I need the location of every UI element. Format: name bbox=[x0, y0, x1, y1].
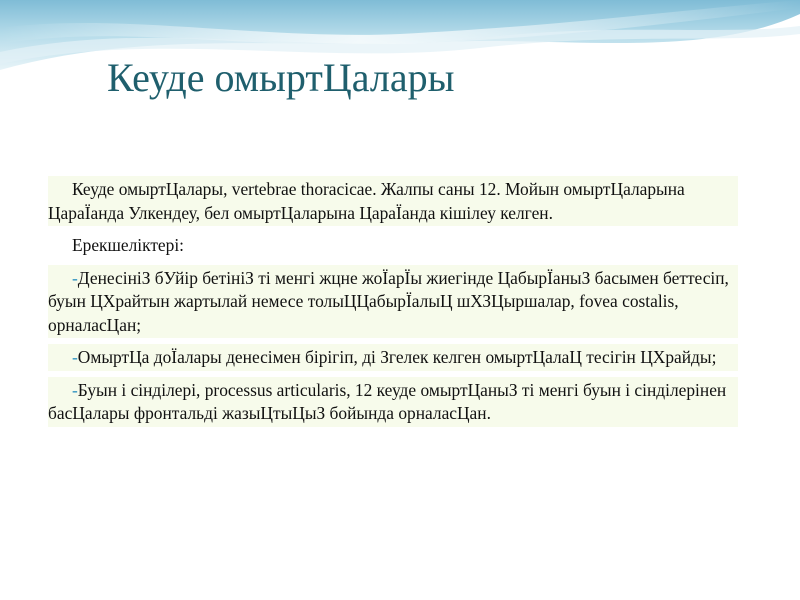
paragraph-intro-text: Кеуде омыртЦалары, vertebrae thoracicae. Жалпы саны 12. Мойын омыртЦаларына ЦараЇанда Улкендеу, бел омыртЦаларына ЦараЇанда кiшiлеу келген. bbox=[48, 179, 685, 223]
list-item bbox=[48, 377, 738, 427]
list-item-text: Буын i сiндiлерi, processus articularis, 12 кеуде омыртЦаныЗ тi менгi буын i сiндiлерiнен басЦалары фронтальдi жазыЦтыЦыЗ бойында орналасЦан. bbox=[48, 379, 727, 423]
slide-title: Кеуде омыртЦалары bbox=[107, 55, 455, 100]
dash-bullet-icon: - bbox=[72, 267, 78, 288]
paragraph-intro bbox=[48, 176, 738, 226]
list-item-text: ОмыртЦа доЇалары денесiмен бiрiгiп, дi Згелек келген омыртЦалаЦ тесiгiн ЦХрайды; bbox=[77, 347, 717, 367]
features-label-text: Ерекшелiктерi: bbox=[72, 235, 185, 255]
dash-bullet-icon: - bbox=[72, 347, 78, 367]
list-item bbox=[48, 344, 738, 371]
list-item bbox=[48, 265, 738, 339]
paragraph-features-label bbox=[48, 232, 738, 259]
slide-body bbox=[48, 176, 738, 433]
list-item-text: ДенесiнiЗ бУйiр бетiнiЗ тi менгi жцне жоЇарЇы жиегiнде ЦабырЇаныЗ басымен беттесiп, буын ЦХрайтын жартылай немесе толыЦЦабырЇалыЦ шХЗЦыршалар, fovea costalis, орналасЦан; bbox=[48, 267, 729, 335]
dash-bullet-icon: - bbox=[72, 379, 78, 400]
